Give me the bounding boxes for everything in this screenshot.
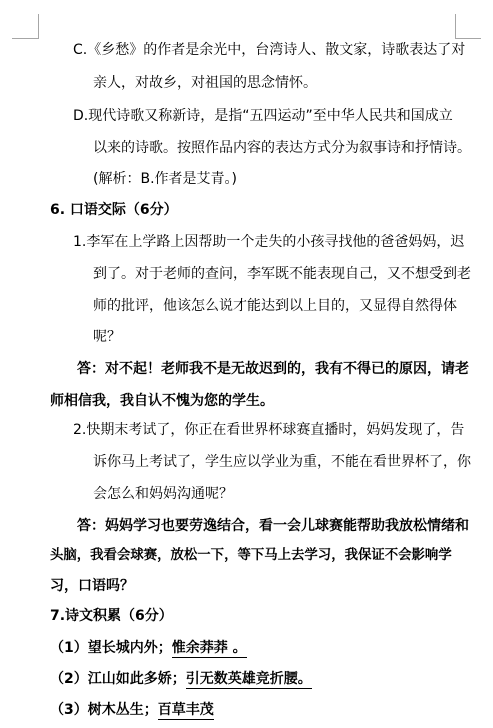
poem-item-3-answer: 百草丰茂 <box>157 702 214 718</box>
poem-item-1-answer: 惟余莽莽 。 <box>171 640 247 656</box>
answer-2-line-3: 习，口语吗？ <box>50 578 134 594</box>
page-corner-mark-left <box>12 38 38 39</box>
poem-item-2-prompt: （2）江山如此多娇； <box>50 671 186 687</box>
section-7-heading: 7.诗文积累（6分） <box>50 608 173 624</box>
question-1-line-4: 呢？ <box>93 329 121 345</box>
section-6-heading: 6. 口语交际（6分） <box>50 202 178 218</box>
answer-1-line-1: 答：对不起！老师我不是无故迟到的，我有不得已的原因，请老 <box>77 361 469 377</box>
answer-2-line-2: 头脑，我看会球赛，放松一下，等下马上去学习，我保证不会影响学 <box>50 548 452 563</box>
question-1-line-1: 1.李军在上学路上因帮助一个走失的小孩寻找他的爸爸妈妈，迟 <box>73 234 465 250</box>
page-corner-mark-left-v <box>38 14 39 39</box>
question-2-line-1: 2.快期末考试了，你正在看世界杯球赛直播时，妈妈发现了，告 <box>73 422 465 438</box>
poem-item-3-prompt: （3）树木丛生； <box>50 702 158 718</box>
question-2-line-3: 会怎么和妈妈沟通呢？ <box>93 486 233 502</box>
page-corner-mark-right <box>455 38 481 39</box>
poem-item-1 <box>50 638 247 658</box>
question-2-line-2: 诉你马上考试了，学生应以学业为重，不能在看世界杯了，你 <box>93 454 471 470</box>
option-c-line-2: 亲人，对故乡，对祖国的思念情怀。 <box>93 75 317 91</box>
question-1-line-3: 师的批评，他该怎么说才能达到以上目的，又显得自然得体 <box>93 298 457 314</box>
question-1-line-2: 到了。对于老师的查问，李军既不能表现自己，又不想受到老 <box>93 266 471 282</box>
poem-item-2-answer: 引无数英雄竞折腰。 <box>185 671 312 687</box>
answer-2-line-1: 答：妈妈学习也要劳逸结合，看一会儿球赛能帮助我放松情绪和 <box>77 518 469 534</box>
answer-1-line-2: 师相信我，我自认不愧为您的学生。 <box>50 393 274 409</box>
poem-item-2 <box>50 669 312 689</box>
option-c-line-1: C.《乡愁》的作者是余光中，台湾诗人、散文家，诗歌表达了对 <box>73 42 466 58</box>
poem-item-3 <box>50 700 214 720</box>
option-d-line-2: 以来的诗歌。按照作品内容的表达方式分为叙事诗和抒情诗。 <box>93 140 471 156</box>
page-corner-mark-right-v <box>455 14 456 39</box>
option-d-line-1: D.现代诗歌又称新诗，是指“五四运动”至中华人民共和国成立 <box>73 108 453 124</box>
poem-item-1-prompt: （1）望长城内外； <box>50 640 172 656</box>
analysis-note: (解析：B.作者是艾青。) <box>93 171 237 187</box>
